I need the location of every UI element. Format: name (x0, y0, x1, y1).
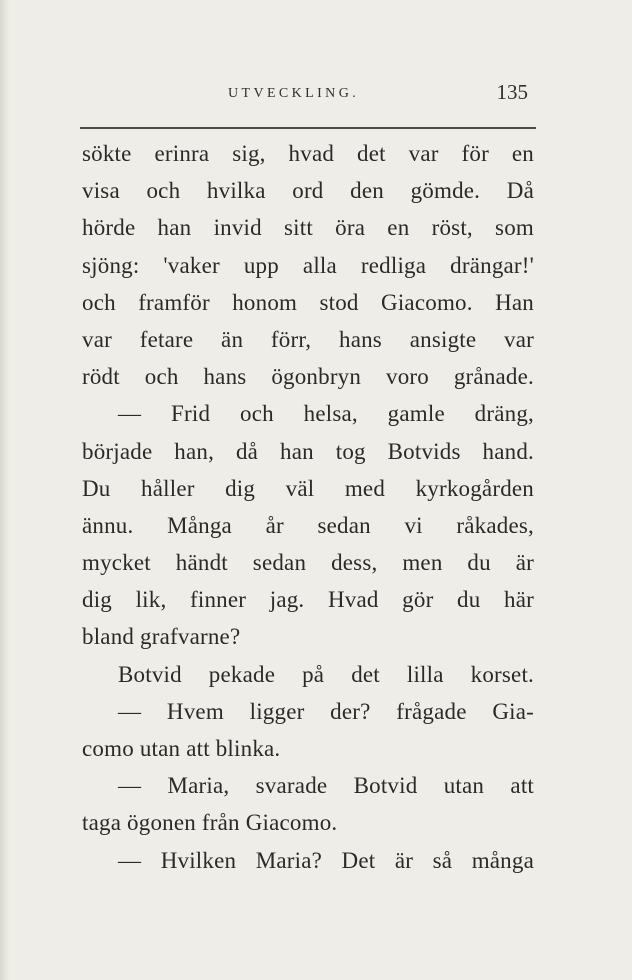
text-line: började han, då han tog Botvids hand. (82, 438, 534, 464)
text-line: Du håller dig väl med kyrkogården (82, 475, 534, 501)
text-line: var fetare än förr, hans ansigte var (82, 326, 534, 352)
text-line: bland grafvarne? (82, 624, 241, 650)
text-line: dig lik, finner jag. Hvad gör du här (82, 587, 534, 613)
body-text (82, 135, 534, 879)
page-header (80, 80, 536, 110)
page-edge (0, 0, 10, 980)
text-line: — Maria, svarade Botvid utan att (118, 773, 534, 799)
text-line: Botvid pekade på det lilla korset. (118, 661, 534, 687)
text-line: — Hvilken Maria? Det är så många (118, 847, 534, 873)
text-line: visa och hvilka ord den gömde. Då (82, 178, 534, 204)
text-line: ännu. Många år sedan vi råkades, (82, 512, 534, 538)
page-number: 135 (496, 80, 528, 104)
running-head: UTVECKLING. (228, 86, 360, 101)
text-line: sökte erinra sig, hvad det var för en (82, 141, 534, 166)
text-line: taga ögonen från Giacomo. (82, 810, 338, 836)
text-line: hörde han invid sitt öra en röst, som (82, 215, 534, 241)
text-line: och framför honom stod Giacomo. Han (82, 289, 534, 315)
text-line: — Frid och helsa, gamle dräng, (118, 401, 534, 427)
header-rule (80, 127, 536, 129)
text-line: — Hvem ligger der? frågade Gia- (118, 698, 534, 724)
text-line: como utan att blinka. (82, 736, 281, 761)
text-line: sjöng: 'vaker upp alla redliga drängar!' (82, 252, 534, 278)
text-line: mycket händt sedan dess, men du är (82, 550, 534, 576)
text-line: rödt och hans ögonbryn voro grånade. (82, 364, 534, 390)
